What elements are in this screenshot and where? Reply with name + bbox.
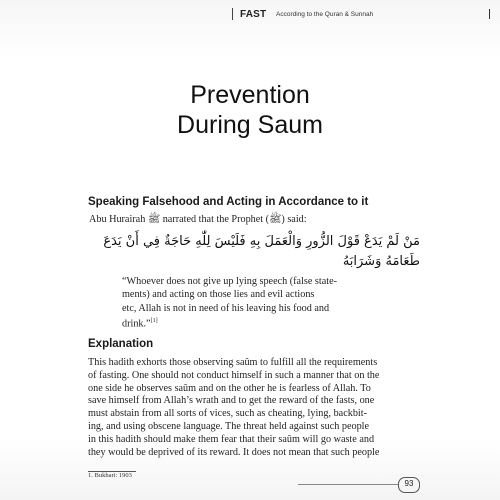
page-number-badge <box>398 477 420 493</box>
paragraph-line: they would be deprived of its reward. It does not mean that such people <box>88 446 380 458</box>
quote-line-4 <box>122 315 432 331</box>
quote-line-2: ments) and acting on those lies and evil actions <box>122 289 315 301</box>
quote-line-3: etc, Allah is not in need of his leaving his food and <box>122 302 330 314</box>
narration-line: Abu Hurairah ﷺ narrated that the Prophet (ﷺ) said: <box>89 214 307 225</box>
chapter-title-line-2: During Saum <box>177 111 323 139</box>
header-book-subtitle: According to the Quran & Sunnah <box>276 11 374 18</box>
page-number: 93 <box>404 479 414 488</box>
footnote-reference: [1] <box>150 318 158 325</box>
hadith-translation <box>122 275 432 331</box>
arabic-line-1: مَنْ لَمْ يَدَعْ قَوْلَ الزُّورِ وَالْعَمَلَ بِهِ فَلَيْسَ لِلّٰهِ حَاجَةٌ فِي أَنْ يَدَعَ <box>103 234 420 249</box>
section-heading: Speaking Falsehood and Acting in Accordance to it <box>88 196 369 208</box>
quote-line-4-text: drink.” <box>122 318 151 330</box>
arabic-line-2: طَعَامَهُ وَشَرَابَهُ <box>342 254 420 269</box>
explanation-paragraph <box>88 357 411 459</box>
page-number-rule <box>298 484 398 485</box>
paragraph-line: save himself from Allah’s wrath and to get the reward of the fasts, one <box>88 395 375 407</box>
paragraph-line: of fasting. One should not conduct himself in such a manner that on the <box>88 369 380 381</box>
arabic-hadith-text <box>95 232 420 272</box>
header-end-rule <box>489 9 490 19</box>
paragraph-line: in this hadith should make them fear that their saûm will go waste and <box>88 433 375 445</box>
explanation-heading: Explanation <box>88 338 154 350</box>
paragraph-line: one side he observes saûm and on the other he is fearless of Allah. To <box>88 382 371 394</box>
header-book-title: FAST <box>240 9 267 20</box>
quote-line-1: “Whoever does not give up lying speech (false state- <box>122 276 337 287</box>
footnote: 1. Bukhari: 1903 <box>88 472 132 479</box>
chapter-title-line-1: Prevention <box>190 81 310 109</box>
header-divider <box>232 8 233 20</box>
running-header <box>232 8 490 22</box>
paragraph-line: ing, and using obscene language. The threat held against such people <box>88 420 370 432</box>
chapter-title <box>0 80 500 140</box>
paragraph-line: must abstain from all sorts of vices, such as cheating, lying, backbit- <box>88 408 367 420</box>
paragraph-line: This hadith exhorts those observing saûm to fulfill all the requirements <box>88 357 378 368</box>
